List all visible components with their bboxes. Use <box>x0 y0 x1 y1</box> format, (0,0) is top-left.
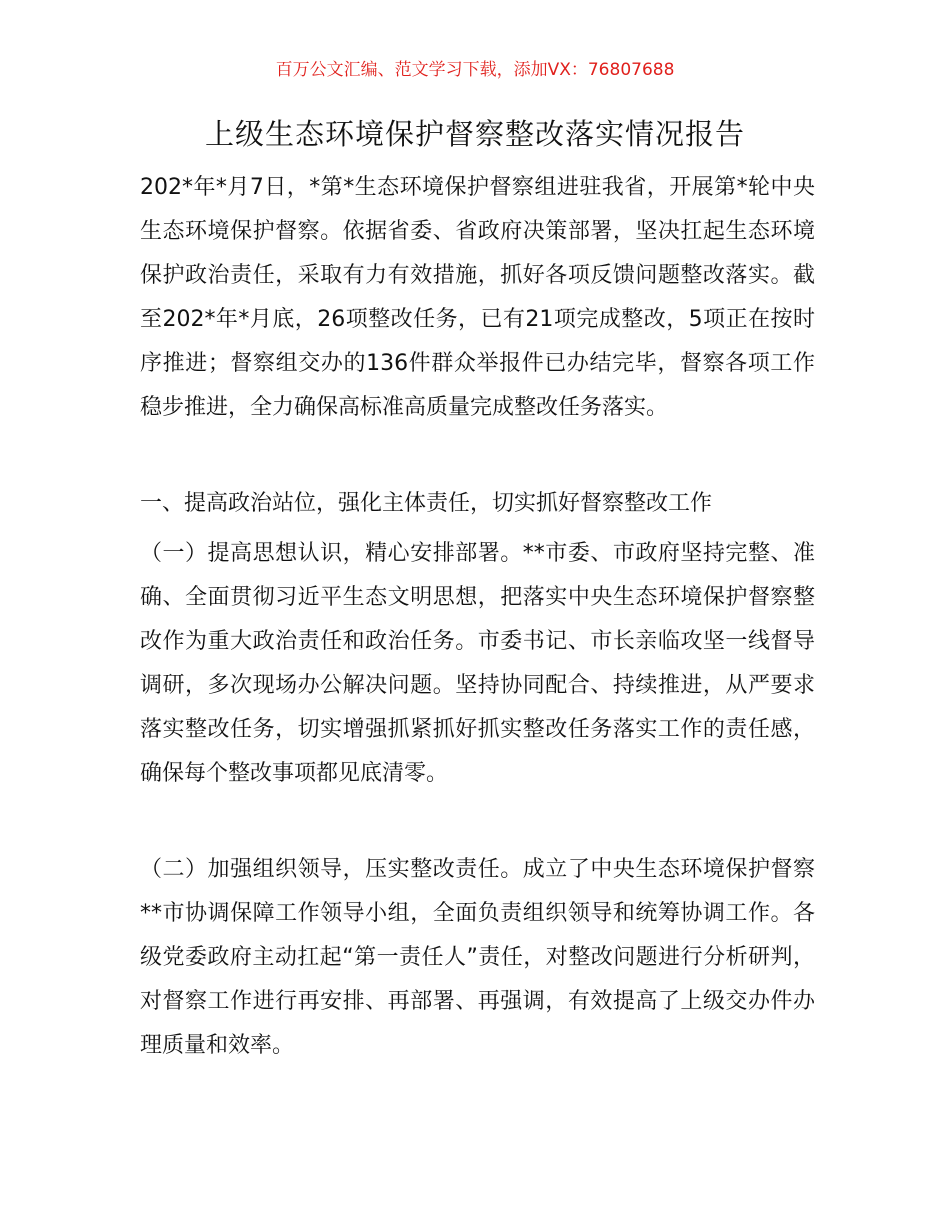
paragraph-subsection-2: （二）加强组织领导，压实整改责任。成立了中央生态环境保护督察**市协调保障工作领导小组，全面负责组织领导和统筹协调工作。各级党委政府主动扛起“第一责任人”责任，对整改问题进行分析研判，对督察工作进行再安排、再部署、再强调，有效提高了上级交办件办理质量和效率。 <box>140 857 815 1058</box>
page-title: 上级生态环境保护督察整改落实情况报告 <box>204 117 745 151</box>
header-note: 百万公文汇编、范文学习下载，添加VX：76807688 <box>275 60 675 80</box>
paragraph-subsection-1: （一）提高思想认识，精心安排部署。**市委、市政府坚持完整、准确、全面贯彻习近平生态文明思想，把落实中央生态环境保护督察整改作为重大政治责任和政治任务。市委书记、市长亲临攻坚一线督导调研，多次现场办公解决问题。坚持协同配合、持续推进，从严要求落实整改任务，切实增强抓紧抓好抓实整改任务落实工作的责任感，确保每个整改事项都见底清零。 <box>140 541 815 786</box>
paragraph-intro: 202*年*月7日，*第*生态环境保护督察组进驻我省，开展第*轮中央生态环境保护督察。依据省委、省政府决策部署，坚决扛起生态环境保护政治责任，采取有力有效措施，抓好各项反馈问题整改落实。截至202*年*月底，26项整改任务，已有21项完成整改，5项正在按时序推进；督察组交办的136件群众举报件已办结完毕，督察各项工作稳步推进，全力确保高标准高质量完成整改任务落实。 <box>140 175 815 420</box>
section-heading-1: 一、提高政治站位，强化主体责任，切实抓好督察整改工作 <box>140 491 713 516</box>
